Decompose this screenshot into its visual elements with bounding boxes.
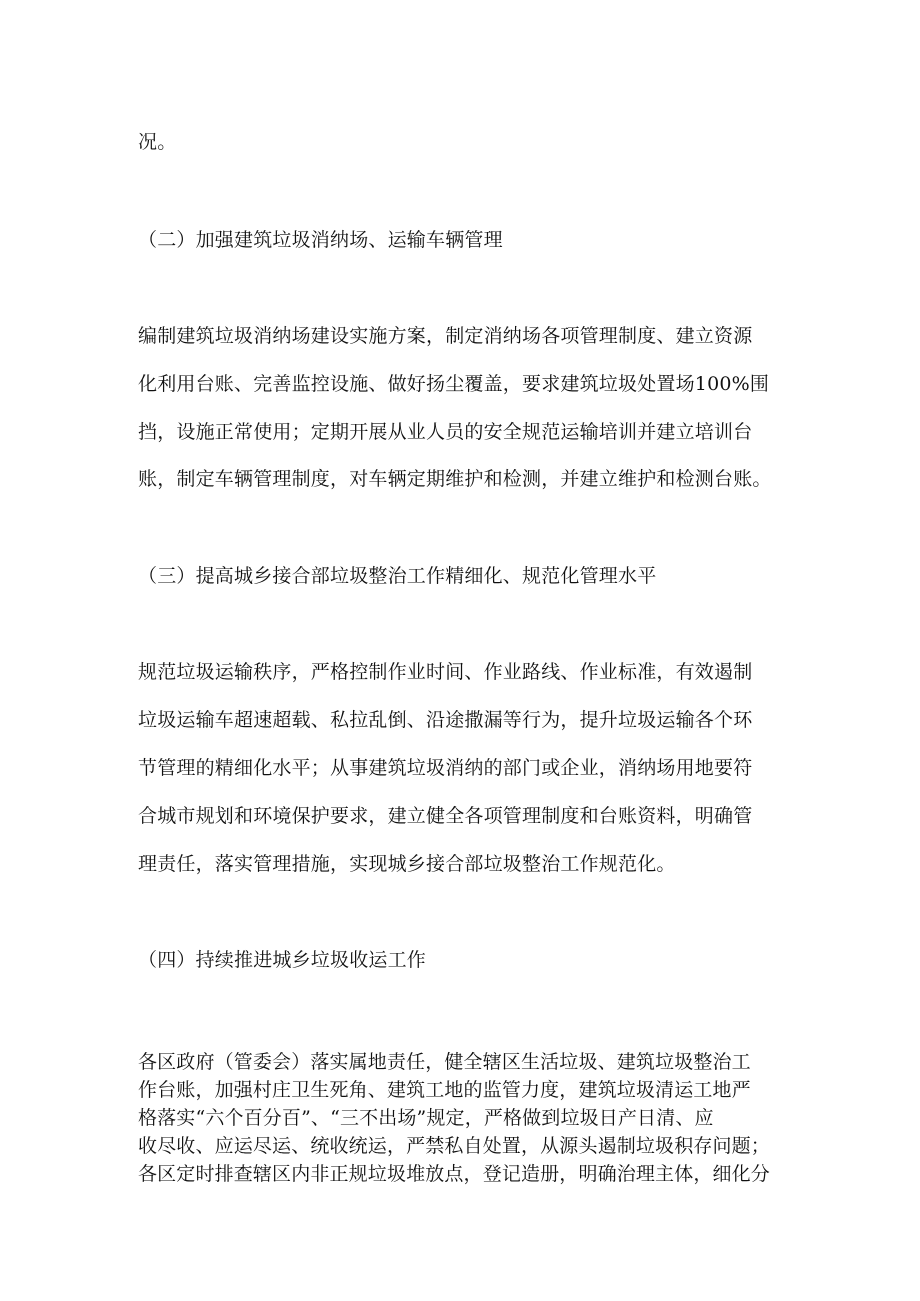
paragraph-line: 垃圾运输车超速超载、私拉乱倒、沿途撒漏等行为，提升垃圾运输各个环 <box>138 709 753 731</box>
paragraph-line: 格落实“六个百分百”、“三不出场”规定，严格做到垃圾日产日清、应 <box>138 1107 714 1129</box>
section-heading-4: （四）持续推进城乡垃圾收运工作 <box>138 949 427 971</box>
paragraph-line: 化利用台账、完善监控设施、做好扬尘覆盖，要求建筑垃圾处置场100%围 <box>138 373 770 395</box>
paragraph-line: 账，制定车辆管理制度，对车辆定期维护和检测，并建立维护和检测台账。 <box>138 468 772 490</box>
paragraph-line: 编制建筑垃圾消纳场建设实施方案，制定消纳场各项管理制度、建立资源 <box>138 325 753 347</box>
paragraph-line: 各区定时排查辖区内非正规垃圾堆放点，登记造册，明确治理主体，细化分 <box>138 1163 770 1185</box>
section-heading-2: （二）加强建筑垃圾消纳场、运输车辆管理 <box>138 229 503 251</box>
paragraph-line: 作台账，加强村庄卫生死角、建筑工地的监管力度，建筑垃圾清运工地严 <box>138 1079 751 1101</box>
paragraph-line: 理责任，落实管理措施，实现城乡接合部垃圾整治工作规范化。 <box>138 853 676 875</box>
section-heading-3: （三）提高城乡接合部垃圾整治工作精细化、规范化管理水平 <box>138 565 657 587</box>
paragraph-line: 收尽收、应运尽运、统收统运，严禁私自处置，从源头遏制垃圾积存问题； <box>138 1135 770 1157</box>
paragraph-line: 况。 <box>138 131 177 153</box>
paragraph-line: 合城市规划和环境保护要求，建立健全各项管理制度和台账资料，明确管 <box>138 805 753 827</box>
paragraph-line: 规范垃圾运输秩序，严格控制作业时间、作业路线、作业标准，有效遏制 <box>138 661 753 683</box>
paragraph-line: 节管理的精细化水平；从事建筑垃圾消纳的部门或企业，消纳场用地要符 <box>138 757 753 779</box>
paragraph-line: 挡，设施正常使用；定期开展从业人员的安全规范运输培训并建立培训台 <box>138 421 753 443</box>
paragraph-line: 各区政府（管委会）落实属地责任，健全辖区生活垃圾、建筑垃圾整治工 <box>138 1051 751 1073</box>
